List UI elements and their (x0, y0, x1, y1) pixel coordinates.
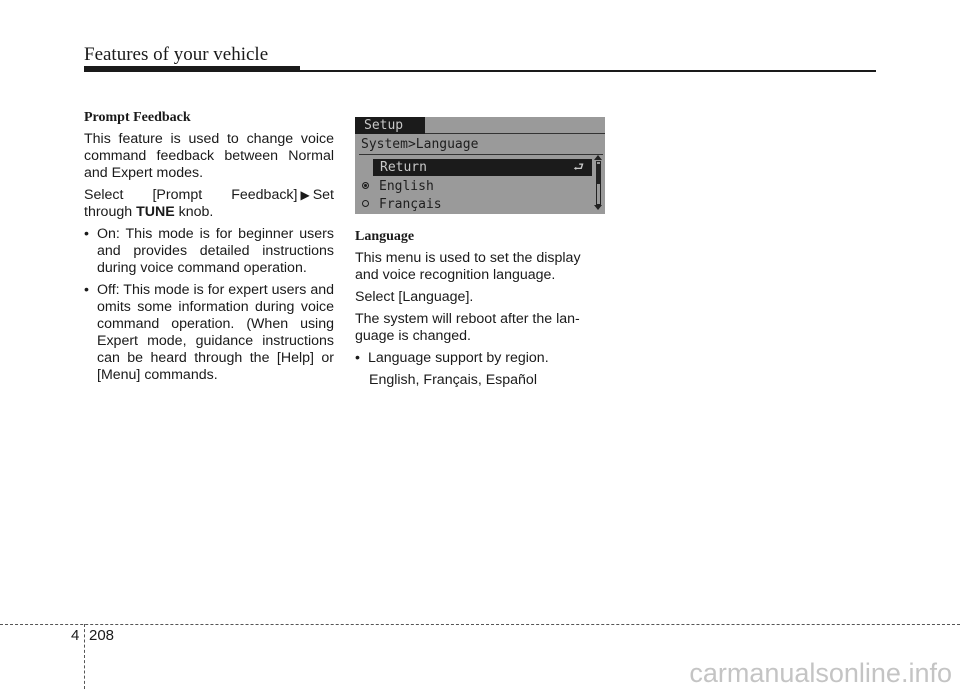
language-reboot-note: The system will reboot after the lan- guage is changed. (355, 311, 580, 344)
language-support-list (355, 350, 605, 367)
page-number: 208 (89, 627, 115, 644)
bullet-text-region: Language support by region. (368, 350, 549, 366)
prompt-feedback-options (84, 226, 334, 384)
header-rule-thin (300, 70, 876, 72)
screen-item-return (373, 159, 592, 176)
prompt-feedback-heading: Prompt Feedback (84, 110, 191, 125)
tune-knob-label: TUNE (136, 204, 175, 220)
select-suffix: Set through (84, 187, 334, 220)
watermark: carmanualsonline.info (689, 658, 952, 688)
select-end: knob. (178, 204, 214, 220)
screen-option-francais (359, 196, 589, 213)
list-item (355, 350, 605, 367)
return-label: Return (380, 160, 427, 175)
language-select: Select [Language]. (355, 289, 474, 305)
bullet-icon: • (355, 350, 360, 366)
return-arrow-icon: ⮐ (573, 160, 584, 174)
scroll-down-icon (594, 205, 602, 210)
bullet-text-off: Off: This mode is for expert users and omits some information during voice command operation. (When using Expert mode, guidance instructions can be heard through the [Help] or [Menu] commands. (97, 282, 334, 383)
prompt-feedback-intro: This feature is used to change voice command feedback between Normal and Expert modes. (84, 131, 334, 181)
bullet-icon: • (84, 226, 89, 242)
footer-divider (84, 624, 85, 689)
arrow-right-icon: ▶ (300, 188, 310, 202)
screen-option-english (359, 178, 589, 195)
bullet-icon: • (84, 282, 89, 298)
select-prefix: Select [Prompt Feedback] (84, 187, 298, 203)
screen-breadcrumb: System>Language (361, 137, 479, 152)
prompt-feedback-select (84, 187, 334, 221)
header-rule-thick (84, 66, 300, 72)
left-column (84, 109, 334, 389)
radio-selected-icon (362, 182, 369, 189)
right-column (355, 228, 605, 389)
list-item (84, 282, 334, 384)
screen-scrollbar (596, 161, 601, 205)
screen-divider (425, 133, 605, 134)
language-intro: This menu is used to set the display and voice recognition language. (355, 250, 581, 283)
radio-unselected-icon (362, 200, 369, 207)
supported-languages: English, Français, Español (369, 372, 537, 388)
screen-divider (359, 154, 603, 155)
bullet-text-on: On: This mode is for beginner users and provides detailed instructions during voice command operation. (97, 226, 334, 276)
list-item (84, 226, 334, 277)
setup-screen-illustration (355, 117, 605, 214)
chapter-number: 4 (71, 627, 80, 644)
scroll-thumb (597, 164, 600, 184)
section-title: Features of your vehicle (84, 44, 269, 65)
option-label: Français (379, 197, 442, 212)
screen-tab-setup: Setup (355, 117, 425, 134)
footer-rule (0, 624, 960, 625)
scroll-up-icon (594, 155, 602, 160)
language-heading: Language (355, 229, 415, 244)
option-label: English (379, 179, 434, 194)
